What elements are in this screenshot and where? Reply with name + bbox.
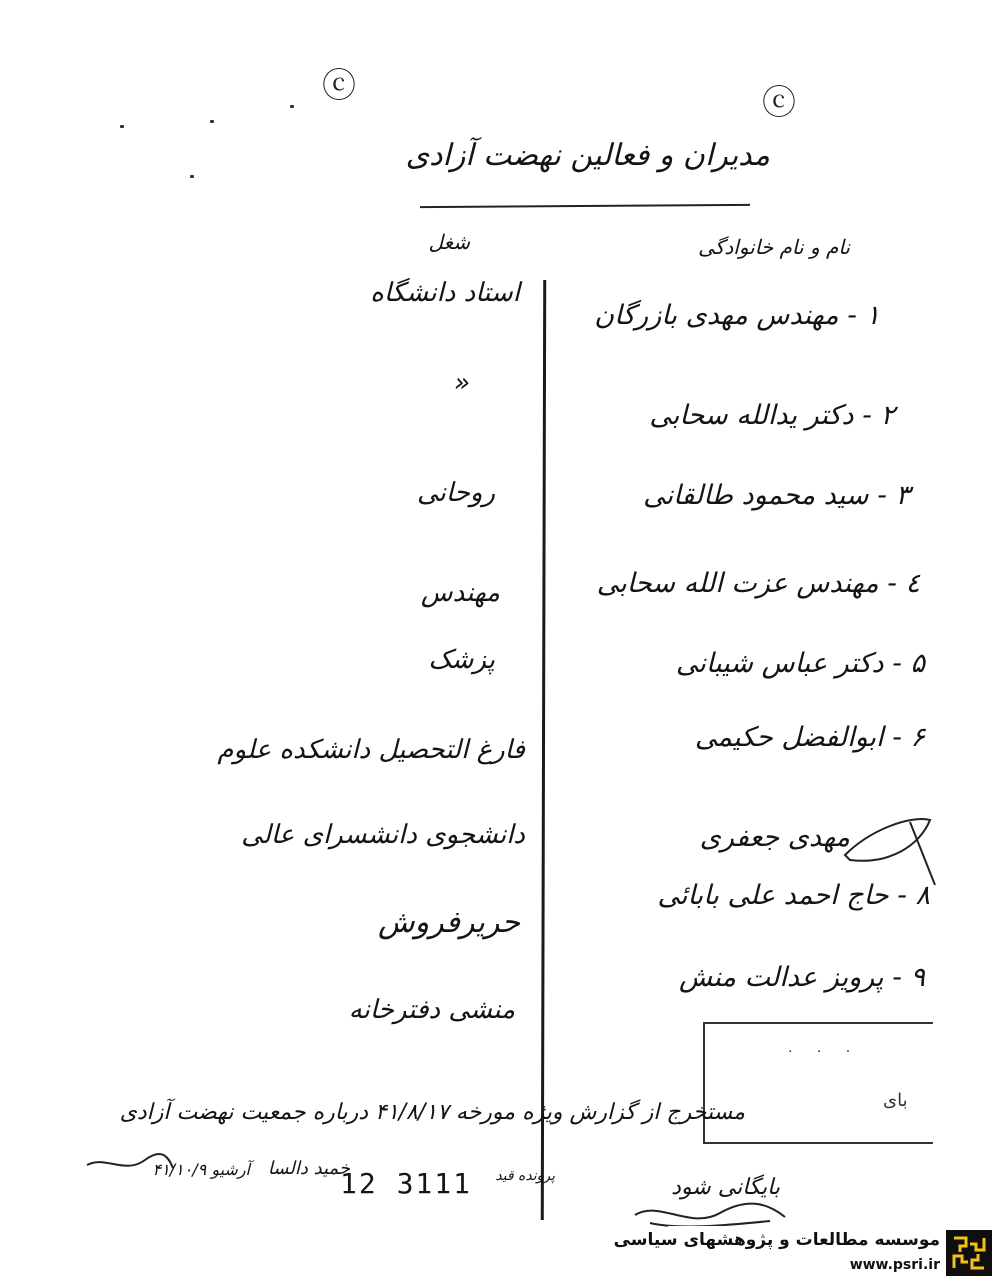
institute-watermark [613,1226,998,1286]
scan-dot [190,175,194,178]
list-item-name: ۹ - پرویز عدالت منش [678,962,925,993]
row-job: پزشک [428,645,495,675]
margin-mark: ⓒ [762,83,796,123]
row-name: ابوالفضل حکیمی [694,722,884,753]
list-item-name: ٤ - مهندس عزت الله سحابی [596,568,920,599]
row-number: ٤ [905,568,920,599]
reference-label: خمید دالسا [267,1158,350,1179]
row-job: فارغ التحصیل دانشکده علوم [217,735,525,765]
footer-source-line: مستخرج از گزارش ویژه مورخه ۴۱/۸/۱۷ درباره جمعیت نهضت آزادی [119,1100,745,1125]
row-number: ۲ [880,400,895,431]
row-job: منشی دفترخانه [348,995,515,1025]
row-name: دکتر یدالله سحابی [649,400,854,431]
row-name: مهندس عزت الله سحابی [596,568,879,599]
scan-dot [210,120,214,123]
list-item-name: ۸ - حاج احمد علی بابائی [657,880,930,911]
row-number: ۸ [915,880,930,911]
scan-dot [290,105,294,108]
row-name: مهندس مهدی بازرگان [594,300,839,331]
row-number: ۱ [865,300,880,331]
row-number: ۹ [910,962,925,993]
list-item-name: ۱ - مهندس مهدی بازرگان [594,300,880,331]
stamp-dots: . . . [788,1040,861,1056]
row-job: « [453,368,470,398]
job-column-header: شغل [428,230,470,254]
signature: بایگانی شود [671,1175,780,1200]
archive-note: آرشیو ۴۱/۱۰/۹ [152,1160,250,1179]
scan-dot [120,125,124,128]
institute-logo-icon [946,1230,992,1276]
reference-number: 12 3111 [340,1167,473,1200]
stamp-word: بای [883,1090,908,1111]
institute-url: www.psri.ir [849,1257,940,1273]
name-column-header: نام و نام خانوادگی [698,235,850,259]
row-job: استاد دانشگاه [370,278,520,308]
row-job: مهندس [420,578,500,608]
row-name: پرویز عدالت منش [678,962,884,993]
row-number: ۶ [910,722,925,753]
document-title: مدیران و فعالین نهضت آزادی [405,138,770,173]
row-name: سید محمود طالقانی [643,480,869,511]
row-number: ۳ [895,480,910,511]
column-divider [541,280,546,1220]
margin-mark: ⓒ [322,66,356,106]
list-item-name: مهدی جعفری [699,822,850,853]
list-item-name: ۶ - ابوالفضل حکیمی [694,722,925,753]
crossed-out-mark [840,810,940,890]
row-job: دانشجوی دانشسرای عالی [241,820,525,850]
list-item-name: ۳ - سید محمود طالقانی [643,480,910,511]
list-item-name: ۲ - دکتر یدالله سحابی [649,400,895,431]
row-job: حریرفروش [377,905,520,940]
row-number: ۵ [910,648,925,679]
file-note: پرونده قید [495,1168,555,1184]
row-name: دکتر عباس شیبانی [675,648,884,679]
list-item-name: ۵ - دکتر عباس شیبانی [675,648,925,679]
row-job: روحانی [416,478,495,508]
institute-name: موسسه مطالعات و پژوهشهای سیاسی [613,1230,940,1250]
title-underline [420,204,750,208]
row-name: حاج احمد علی بابائی [657,880,889,911]
